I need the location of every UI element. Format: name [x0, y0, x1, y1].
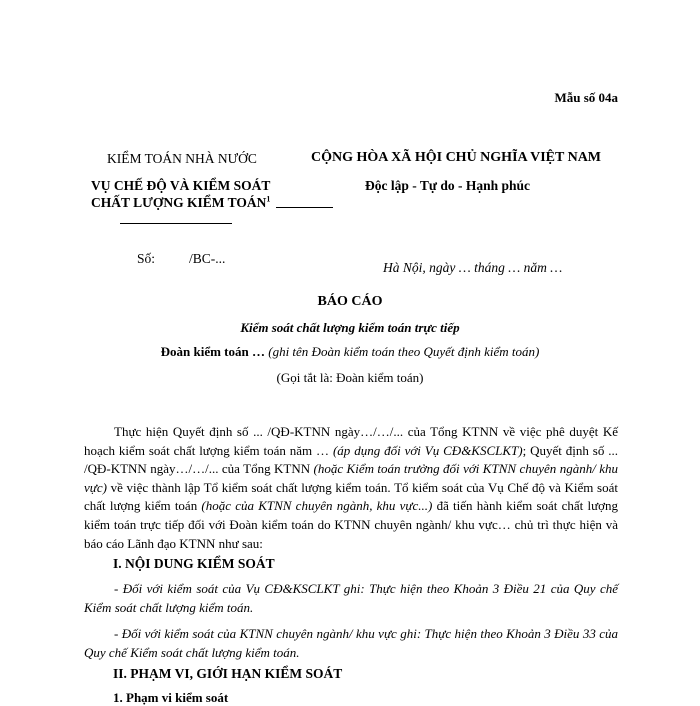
intro-text-3: ; Quyết định số ... /QĐ-KTNN ngày…/…/... của Tổng KTNN: [84, 442, 618, 477]
section-1-heading: I. NỘI DUNG KIỂM SOÁT: [113, 556, 275, 571]
audit-team-name: Đoàn kiểm toán …: [160, 344, 265, 359]
intro-text-6: (hoặc của KTNN chuyên ngành, khu vực...): [201, 498, 433, 514]
motto-underline: [276, 207, 333, 208]
place-date: Hà Nội, ngày … tháng … năm …: [383, 260, 563, 275]
doc-number-label: Số:: [137, 251, 156, 266]
section-2-sub-1: 1. Phạm vi kiểm soát: [113, 690, 229, 705]
section-2-heading: II. PHẠM VI, GIỚI HẠN KIỂM SOÁT: [113, 666, 343, 681]
audit-team-line: [0, 344, 700, 360]
report-subtitle: Kiểm soát chất lượng kiểm toán trực tiếp: [240, 320, 460, 335]
intro-text-1: Thực hiện Quyết định số ... /QĐ-KTNN ngày…/…/... của Tổng KTNN về việc phê duyệt Kế hoạch kiểm soát chất lượng kiểm toán năm …: [84, 424, 618, 458]
footnote-mark[interactable]: 1: [266, 194, 271, 204]
section-1-note-2: - Đối với kiểm soát của KTNN chuyên ngành/ khu vực ghi: Thực hiện theo Khoản 3 Điều 33 của Quy chế Kiểm soát chất lượng kiểm toán.: [84, 626, 618, 660]
org-name-line1: KIỂM TOÁN NHÀ NƯỚC: [107, 151, 257, 166]
nation-title: CỘNG HÒA XÃ HỘI CHỦ NGHĨA VIỆT NAM: [311, 150, 602, 165]
form-number: Mẫu số 04a: [554, 90, 618, 105]
org-name-line2b: [91, 195, 270, 211]
intro-text-5: về việc thành lập Tổ kiểm soát chất lượng kiểm toán. Tổ kiểm soát của Vụ Chế độ và Kiểm soát chất lượng kiểm toán: [84, 479, 618, 514]
intro-text-2: (áp dụng đối với Vụ CĐ&KSCLKT): [332, 442, 523, 458]
intro-paragraph: [84, 423, 618, 553]
org-underline: [120, 223, 232, 224]
report-title: BÁO CÁO: [317, 294, 383, 309]
audit-team-alias: (Gọi tắt là: Đoàn kiểm toán): [276, 370, 424, 385]
motto: Độc lập - Tự do - Hạnh phúc: [365, 178, 531, 193]
intro-text-4: (hoặc Kiểm toán trưởng đối với KTNN chuyên ngành/ khu vực): [84, 461, 618, 495]
section-1-note-1: - Đối với kiểm soát của Vụ CĐ&KSCLKT ghi: Thực hiện theo Khoản 3 Điều 21 của Quy chế Kiểm soát chất lượng kiểm toán.: [84, 581, 618, 615]
audit-team-note: (ghi tên Đoàn kiểm toán theo Quyết định kiểm toán): [264, 344, 540, 359]
doc-number-code: /BC-...: [189, 251, 226, 266]
org-name-line2a: VỤ CHẾ ĐỘ VÀ KIỂM SOÁT: [91, 178, 271, 193]
org-name-line2b-text: CHẤT LƯỢNG KIỂM TOÁN: [91, 195, 267, 210]
intro-text-7: đã tiến hành kiểm soát chất lượng kiểm toán trực tiếp đối với Đoàn kiểm toán do KTNN chuyên ngành/ khu vực… chủ trì thực hiện và báo cáo Lãnh đạo KTNN như sau:: [84, 498, 619, 551]
